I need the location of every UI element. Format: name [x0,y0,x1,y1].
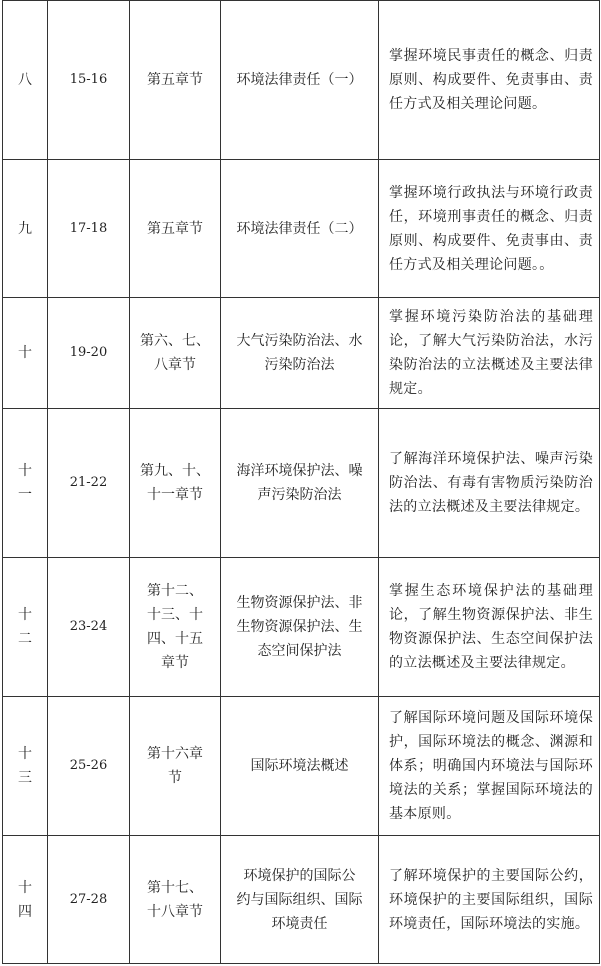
table-row [3,558,600,697]
periods-cell: 17-18 [48,160,130,298]
table-row [3,160,600,298]
week-cell: 九 [3,160,48,298]
topic-cell: 生物资源保护法、非 生物资源保护法、生 态空间保护法 [221,558,379,697]
periods-cell: 27-28 [48,836,130,964]
topic-cell: 环境法律责任（一） [221,1,379,160]
week-cell: 十 二 [3,558,48,697]
week-cell: 十 四 [3,836,48,964]
chapter-cell: 第十二、 十三、十 四、十五 章节 [130,558,221,697]
chapter-cell: 第十六章 节 [130,697,221,836]
requirement-cell: 掌握环境民事责任的概念、归责原则、构成要件、免责事由、责任方式及相关理论问题。 [379,1,600,160]
requirement-cell: 掌握环境污染防治法的基础理论，了解大气污染防治法，水污染防治法的立法概述及主要法律规定。 [379,298,600,409]
periods-cell: 23-24 [48,558,130,697]
syllabus-table [2,0,600,964]
periods-cell: 15-16 [48,1,130,160]
table-row [3,836,600,964]
requirement-cell: 了解国际环境问题及国际环境保护，国际环境法的概念、渊源和体系；明确国内环境法与国际环境法的关系；掌握国际环境法的基本原则。 [379,697,600,836]
chapter-cell: 第九、十、 十一章节 [130,409,221,558]
table-row [3,298,600,409]
chapter-cell: 第五章节 [130,1,221,160]
requirement-cell: 掌握环境行政执法与环境行政责任，环境刑事责任的概念、归责原则、构成要件、免责事由、责任方式及相关理论问题。。 [379,160,600,298]
week-cell: 八 [3,1,48,160]
table-row [3,697,600,836]
chapter-cell: 第六、七、 八章节 [130,298,221,409]
topic-cell: 环境法律责任（二） [221,160,379,298]
periods-cell: 21-22 [48,409,130,558]
week-cell: 十 三 [3,697,48,836]
periods-cell: 19-20 [48,298,130,409]
table-row [3,409,600,558]
topic-cell: 大气污染防治法、水 污染防治法 [221,298,379,409]
chapter-cell: 第十七、 十八章节 [130,836,221,964]
week-cell: 十 一 [3,409,48,558]
requirement-cell: 了解环境保护的主要国际公约，环境保护的主要国际组织，国际环境责任，国际环境法的实施。 [379,836,600,964]
topic-cell: 环境保护的国际公 约与国际组织、国际 环境责任 [221,836,379,964]
chapter-cell: 第五章节 [130,160,221,298]
requirement-cell: 了解海洋环境保护法、噪声污染防治法、有毒有害物质污染防治法的立法概述及主要法律规定。 [379,409,600,558]
topic-cell: 国际环境法概述 [221,697,379,836]
week-cell: 十 [3,298,48,409]
periods-cell: 25-26 [48,697,130,836]
requirement-cell: 掌握生态环境保护法的基础理论，了解生物资源保护法、非生物资源保护法、生态空间保护法的立法概述及主要法律规定。 [379,558,600,697]
table-row [3,1,600,160]
topic-cell: 海洋环境保护法、噪 声污染防治法 [221,409,379,558]
